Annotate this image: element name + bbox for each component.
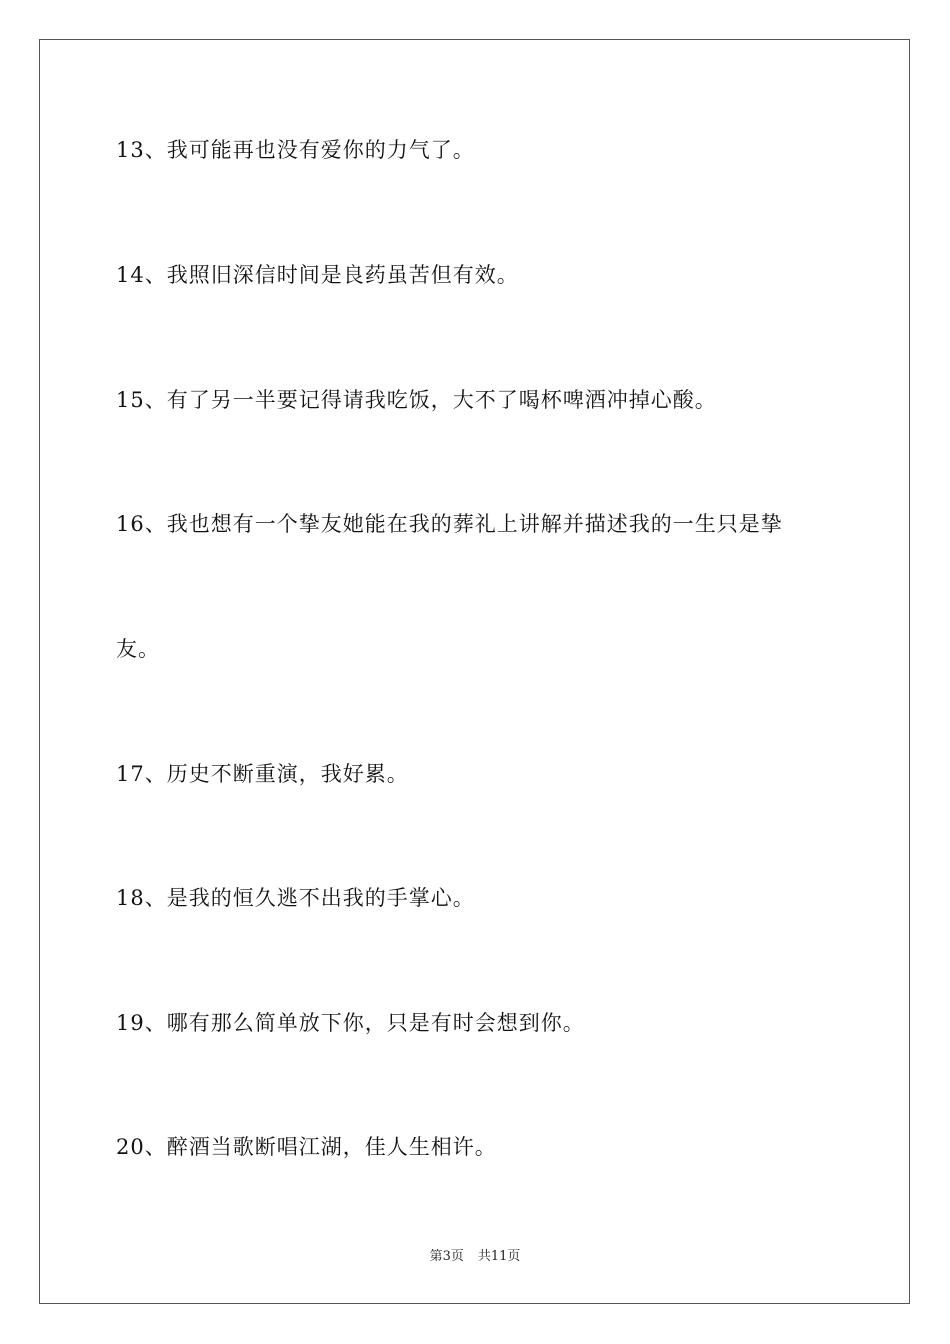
text-line-16-continued: 友。: [116, 637, 160, 661]
text-line-15: 15、有了另一半要记得请我吃饭，大不了喝杯啤酒冲掉心酸。: [116, 388, 717, 412]
page-border: [39, 39, 910, 1304]
text-line-20: 20、醉酒当歌断唱江湖，佳人生相许。: [116, 1135, 497, 1159]
text-line-16: 16、我也想有一个挚友她能在我的葬礼上讲解并描述我的一生只是挚: [116, 512, 783, 536]
page-number: 第3页: [429, 1249, 464, 1264]
text-line-14: 14、我照旧深信时间是良药虽苦但有效。: [116, 263, 519, 287]
text-line-18: 18、是我的恒久逃不出我的手掌心。: [116, 886, 475, 910]
text-line-19: 19、哪有那么简单放下你，只是有时会想到你。: [116, 1011, 585, 1035]
page-total: 共11页: [477, 1249, 521, 1264]
text-line-13: 13、我可能再也没有爱你的力气了。: [116, 138, 475, 162]
text-line-17: 17、历史不断重演，我好累。: [116, 762, 409, 786]
page-footer: [0, 1248, 950, 1266]
